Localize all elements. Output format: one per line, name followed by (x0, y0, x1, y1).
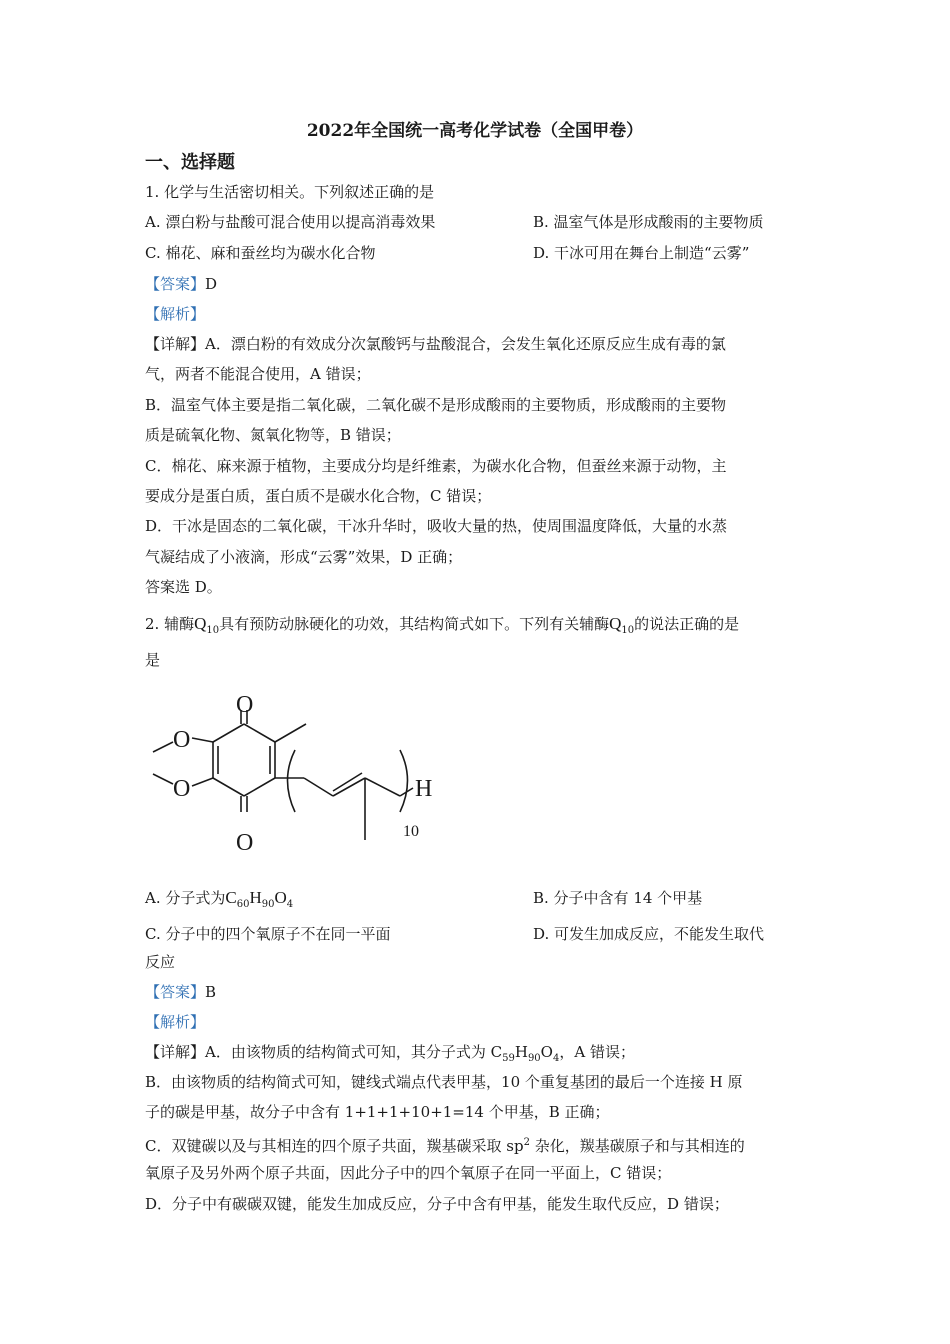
formula-c-sub: 60 (236, 899, 250, 910)
q2-detail-c1-pre: C．双键碳以及与其相连的四个原子共面，羰基碳采取 sp (145, 1137, 524, 1155)
section-heading: 一、选择题 (145, 152, 235, 173)
q2-detail-a-sub1: 59 (502, 1053, 515, 1064)
detail-tag-2: 【详解】 (145, 1043, 206, 1061)
q2-option-b: B. 分子中含有 14 个甲基 (533, 889, 703, 907)
q2-detail-line-b2: 子的碳是甲基，故分子中含有 1+1+1+10+1=14 个甲基，B 正确； (145, 1103, 610, 1121)
answer-tag-2: 【答案】 (145, 983, 206, 1001)
q1-option-c: C. 棉花、麻和蚕丝均为碳水化合物 (145, 244, 376, 262)
q2-stem (145, 614, 739, 641)
q2-detail-line-b1: B．由该物质的结构简式可知，键线式端点代表甲基，10 个重复基团的最后一个连接 H 原 (145, 1073, 743, 1091)
q1-answer (145, 274, 217, 294)
q1-detail-line-7: 气凝结成了小液滴，形成“云雾”效果，D 正确； (145, 548, 463, 566)
formula-o-sub: 4 (286, 899, 294, 910)
q2-detail-a-sub3: 4 (552, 1053, 560, 1064)
detail-tag: 【详解】 (145, 335, 206, 353)
q2-answer (145, 982, 216, 1002)
q1-stem: 1. 化学与生活密切相关。下列叙述正确的是 (145, 183, 435, 201)
formula-h-sub: 90 (261, 899, 275, 910)
q2-detail-line-c1 (145, 1133, 745, 1156)
formula-c: C (225, 888, 237, 907)
atom-o-top: O (236, 692, 254, 718)
q1-option-d: D. 干冰可用在舞台上制造“云雾” (533, 244, 750, 262)
repeat-count: 10 (403, 823, 419, 840)
q2-stem-q2: Q (609, 614, 622, 633)
q2-detail-line-d: D．分子中有碳碳双键，能发生加成反应，分子中含有甲基，能发生取代反应，D 错误； (145, 1195, 729, 1213)
q2-stem-sub2: 10 (621, 625, 635, 636)
atom-o-methoxy-lower: O (173, 776, 191, 802)
q2-answer-value: B (205, 983, 217, 1001)
q2-stem-part-c: 的说法正确的是 (634, 615, 740, 633)
q1-detail-line-0 (145, 334, 726, 354)
q1-detail-line-6: D．干冰是固态的二氧化碳，干冰升华时，吸收大量的热，使周围温度降低，大量的水蒸 (145, 517, 728, 535)
q2-option-d-wrap: 反应 (145, 953, 176, 971)
q2-stem-part-a: 2. 辅酶 (145, 615, 195, 633)
q2-option-a-label: A. 分子式为 (145, 889, 226, 907)
atom-o-methoxy-upper: O (173, 727, 191, 753)
q2-detail-a-h: H (514, 1043, 528, 1061)
q1-option-b: B. 温室气体是形成酸雨的主要物质 (533, 213, 764, 231)
q2-detail-c1-post: 杂化，羰基碳原子和与其相连的 (529, 1137, 745, 1155)
q2-detail-a-post: ，A 错误； (559, 1043, 635, 1061)
q2-detail-c1-sup: 2 (523, 1137, 530, 1148)
q1-detail-line-1: 气，两者不能混合使用，A 错误； (145, 365, 371, 383)
q1-option-a: A. 漂白粉与盐酸可混合使用以提高消毒效果 (145, 213, 436, 231)
q2-detail-a-o: O (540, 1043, 553, 1061)
coenzyme-q10-structure (145, 680, 465, 860)
q1-detail-line-3: 质是硫氧化物、氮氧化物等，B 错误； (145, 426, 401, 444)
q2-option-a (145, 888, 293, 915)
q1-detail-line-8: 答案选 D。 (145, 578, 222, 596)
q1-detail-line-5: 要成分是蛋白质，蛋白质不是碳水化合物，C 错误； (145, 487, 492, 505)
q2-detail-a-sub2: 90 (527, 1053, 541, 1064)
formula-h: H (249, 888, 262, 907)
atom-h: H (415, 776, 433, 802)
q1-answer-value: D (205, 275, 218, 293)
molecule-bonds (153, 710, 413, 840)
answer-tag: 【答案】 (145, 275, 206, 293)
q1-detail-line-2: B．温室气体主要是指二氧化碳，二氧化碳不是形成酸雨的主要物质，形成酸雨的主要物 (145, 396, 727, 414)
q2-detail-a-text: A．由该物质的结构简式可知，其分子式为 C (205, 1043, 503, 1061)
atom-o-bottom: O (236, 830, 254, 856)
q2-stem-sub: 10 (206, 625, 220, 636)
q1-analysis-tag: 【解析】 (145, 305, 206, 323)
q1-detail-text-0: A．漂白粉的有效成分次氯酸钙与盐酸混合，会发生氧化还原反应生成有毒的氯 (205, 335, 726, 353)
q2-stem-q: Q (194, 614, 207, 633)
page-title: 2022年全国统一高考化学试卷（全国甲卷） (306, 121, 644, 141)
q2-stem-part-b: 具有预防动脉硬化的功效，其结构简式如下。下列有关辅酶 (219, 615, 610, 633)
q2-stem-wrap: 是 (145, 651, 161, 669)
q2-option-d: D. 可发生加成反应，不能发生取代 (533, 925, 765, 943)
q1-detail-line-4: C．棉花、麻来源于植物，主要成分均是纤维素，为碳水化合物，但蚕丝来源于动物，主 (145, 457, 727, 475)
q2-option-c: C. 分子中的四个氧原子不在同一平面 (145, 925, 391, 943)
q2-detail-line-a (145, 1042, 635, 1069)
formula-o: O (274, 888, 287, 907)
q2-analysis-tag: 【解析】 (145, 1013, 206, 1031)
q2-detail-line-c2: 氧原子及另外两个原子共面，因此分子中的四个氧原子在同一平面上，C 错误； (145, 1164, 672, 1182)
